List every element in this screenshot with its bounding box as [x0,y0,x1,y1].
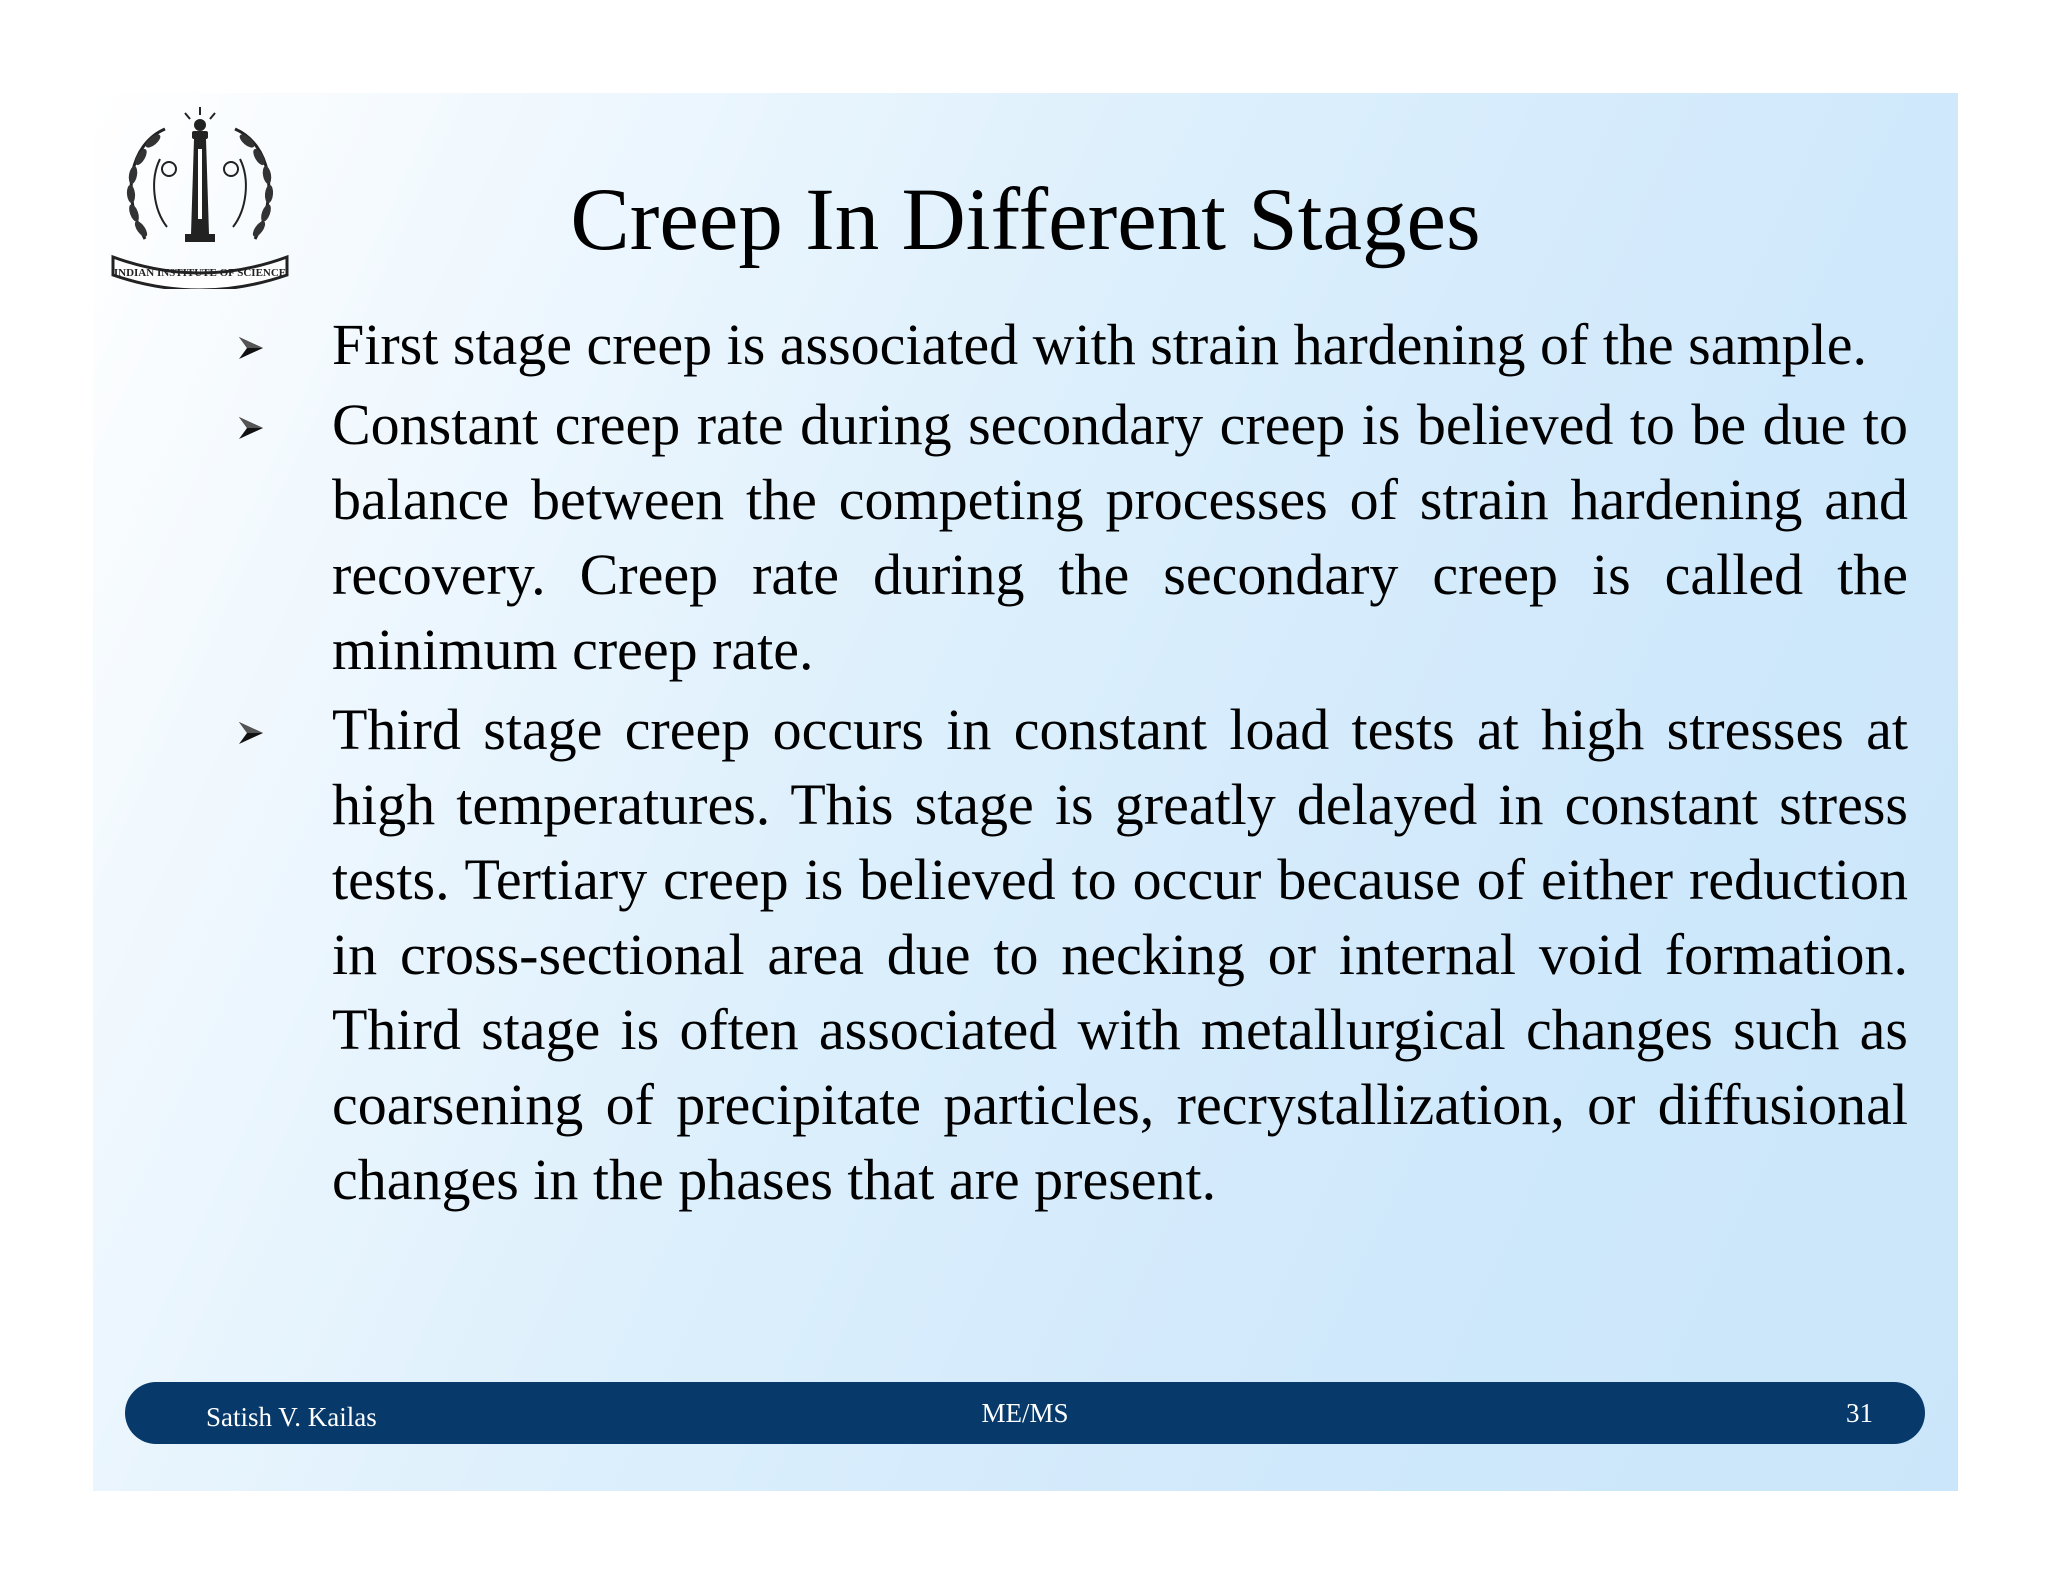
slide [93,93,1958,1491]
bullet-item [236,387,1908,687]
footer-department: ME/MS [981,1398,1069,1428]
bullet-text: First stage creep is associated with strain hardening of the sample. [332,312,1867,377]
bullet-list [236,307,1908,1222]
arrowhead-bullet-icon [236,718,266,748]
emblem-ribbon-text: INDIAN INSTITUTE OF SCIENCE [113,267,287,279]
arrowhead-bullet-icon [236,333,266,363]
bullet-text: Constant creep rate during secondary creep is believed to be due to balance between the competing processes of strain hardening and recovery. Creep rate during the secondary creep is called the minimum creep rate. [332,392,1908,682]
slide-title: Creep In Different Stages [570,171,1481,269]
footer-bar [125,1382,1925,1444]
bullet-item [236,692,1908,1217]
footer-author: Satish V. Kailas [206,1402,377,1432]
bullet-item [236,307,1908,382]
bullet-text: Third stage creep occurs in constant load tests at high stresses at high temperatures. This stage is greatly delayed in constant stress tests. Tertiary creep is believed to occur because of either reduction in cross-sectional area due to necking or internal void formation. Third stage is often associated with metallurgical changes such as coarsening of precipitate particles, recrystallization, or diffusional changes in the phases that are present. [332,697,1908,1212]
page-number: 31 [1846,1398,1873,1428]
arrowhead-bullet-icon [236,413,266,443]
